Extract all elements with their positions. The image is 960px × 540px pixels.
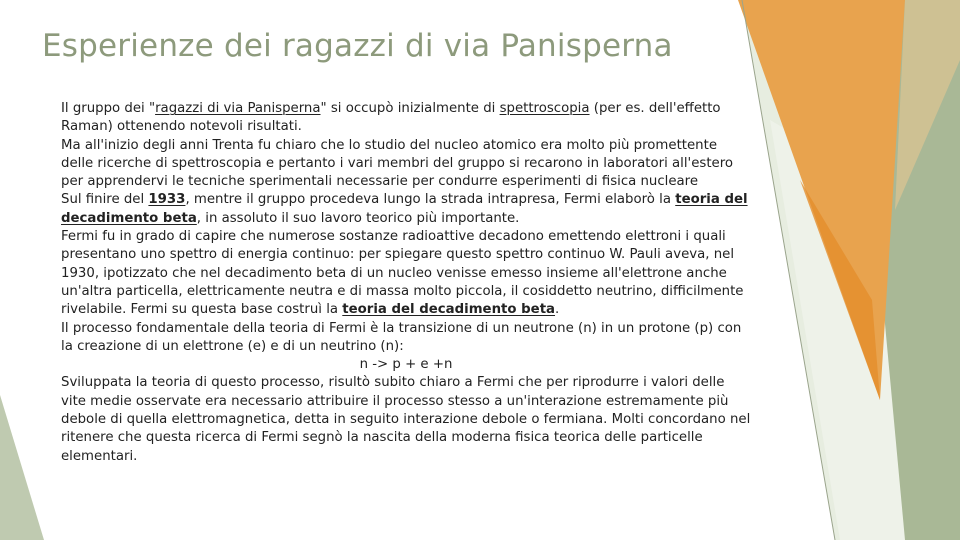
paragraph-3-text-a: Sul finire del — [61, 192, 149, 208]
paragraph-2: Ma all'inizio degli anni Trenta fu chiaro che lo studio del nucleo atomico era molto più promettente delle ricerche di spettroscopia e pertanto i vari membri del gruppo si recarono in laboratori all'estero per apprendervi le tecniche sperimentali necessarie per condurre esperimenti di fisica nucleare — [61, 137, 734, 190]
decay-formula: n -> p + e +n — [359, 357, 453, 373]
paragraph-4 — [61, 228, 751, 319]
paragraph-1 — [61, 100, 751, 137]
paragraph-3-text-b: , mentre il gruppo procedeva lungo la strada intrapresa, Fermi elaborò la — [185, 192, 676, 208]
paragraph-1-text-a: Il gruppo dei " — [61, 101, 156, 116]
link-1933[interactable]: 1933 — [148, 192, 186, 208]
paragraph-1-text-c: (per es. dell'effetto Raman) ottenendo notevoli risultati. — [61, 101, 721, 135]
paragraph-6: Sviluppata la teoria di questo processo, risultò subito chiaro a Fermi che per riprodurre i valori delle vite medie osservate era necessario attribuire il processo stesso a un'interazione estremamente più debole di quella elettromagnetica, detta in seguito interazione debole o fermiana. Molti concordano nel ritenere che questa ricerca di Fermi segnò la nascita della moderna fisica teorica delle particelle elementari. — [61, 375, 751, 464]
paragraph-5: Il processo fondamentale della teoria di Fermi è la transizione di un neutrone (n) in un protone (p) con la creazione di un elettrone (e) e di un neutrino (n): — [61, 320, 742, 354]
left-green-triangle — [0, 395, 44, 540]
paragraph-1-text-b: " si occupò inizialmente di — [320, 101, 500, 116]
paragraph-4-text-a: Fermi fu in grado di capire che numerose sostanze radioattive decadono emettendo elettroni i quali presentano uno spettro di energia continuo: per spiegare questo spettro continuo W. Pauli aveva, nel 1930, ipotizzato che nel decadimento beta di un nucleo venisse emesso insieme all'elettrone anche un'altra particella, elettricamente neutra e di massa molto piccola, il cosiddetto neutrino, difficilmente rivelabile. Fermi su questa base costruì la — [61, 229, 744, 318]
link-ragazzi-di-via-panisperna[interactable]: ragazzi di via Panisperna — [155, 101, 321, 116]
link-spettroscopia[interactable]: spettroscopia — [499, 101, 590, 116]
slide-title: Esperienze dei ragazzi di via Panisperna — [42, 28, 673, 64]
paragraph-3 — [61, 191, 751, 228]
link-teoria-del-decadimento-beta-2[interactable]: teoria del decadimento beta — [342, 302, 556, 318]
link-teoria-del-decadimento-beta[interactable]: teoria del decadimento beta — [61, 192, 748, 226]
paragraph-4-text-b: . — [555, 302, 560, 318]
slide-body-text — [61, 100, 751, 466]
paragraph-3-text-c: , in assoluto il suo lavoro teorico più importante. — [196, 210, 520, 226]
